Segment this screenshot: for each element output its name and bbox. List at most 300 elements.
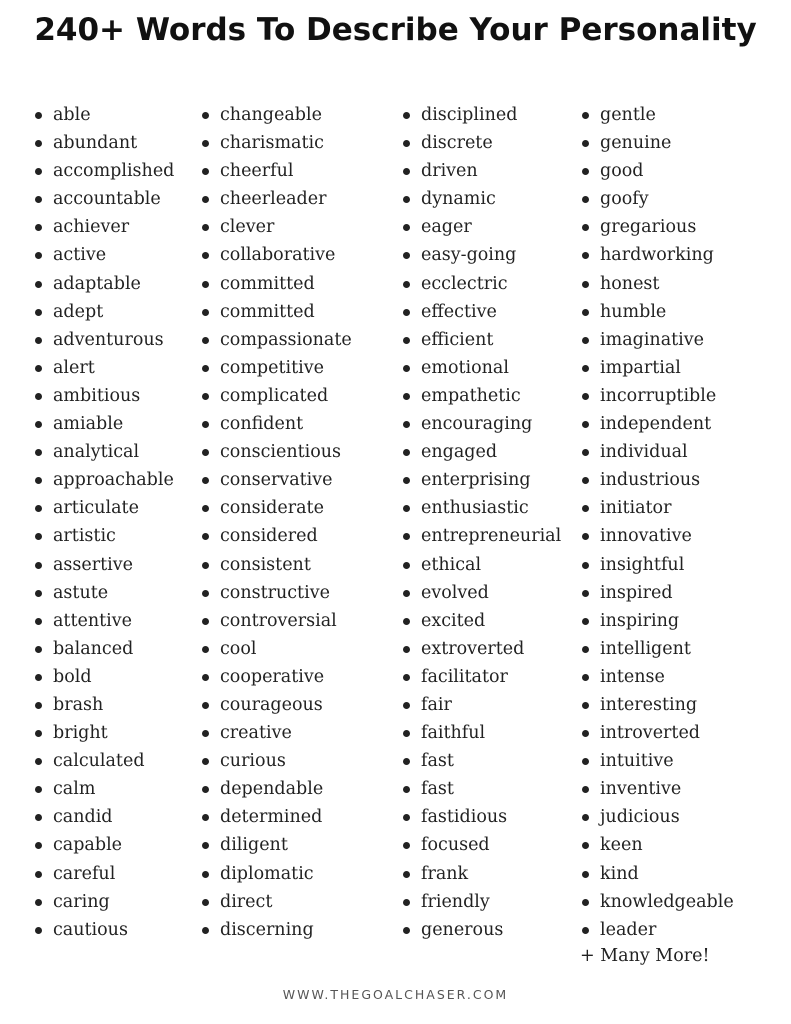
list-item [600,438,734,466]
word-text: articulate [53,498,139,519]
many-more-note: + Many More! [580,946,710,966]
word-text: committed [220,301,315,322]
word-text: analytical [53,442,140,463]
bullet-icon [403,871,410,878]
bullet-icon [403,562,410,569]
word-text: introverted [600,723,701,744]
list-item [600,410,734,438]
list-item [600,270,734,298]
bullet-icon [35,281,42,288]
bullet-icon [403,927,410,934]
bullet-icon [35,252,42,259]
word-text: creative [220,723,292,744]
list-item [220,719,352,747]
list-item [220,607,352,635]
word-text: determined [220,807,323,828]
list-item [421,129,561,157]
list-item [220,888,352,916]
list-item [220,494,352,522]
list-item [421,410,561,438]
word-text: discrete [421,133,493,154]
bullet-icon [582,140,589,147]
word-text: cheerleader [220,189,327,210]
word-column-1 [53,101,174,944]
list-item [220,185,352,213]
bullet-icon [202,252,209,259]
word-text: intense [600,666,665,687]
bullet-icon [403,449,410,456]
list-item [421,354,561,382]
bullet-icon [202,477,209,484]
list-item [220,382,352,410]
word-text: fast [421,751,454,772]
list-item [600,213,734,241]
word-text: impartial [600,357,681,378]
word-text: interesting [600,694,698,715]
word-text: eager [421,217,472,238]
list-item [53,382,174,410]
word-text: excited [421,610,486,631]
list-item [220,551,352,579]
list-item [600,719,734,747]
bullet-icon [582,477,589,484]
list-item [220,663,352,691]
list-item [421,579,561,607]
list-item [53,213,174,241]
bullet-icon [202,224,209,231]
list-item [600,382,734,410]
word-text: friendly [421,891,490,912]
word-text: faithful [421,723,486,744]
list-item [421,382,561,410]
word-text: approachable [53,470,174,491]
list-item [600,157,734,185]
bullet-icon [202,309,209,316]
list-item [53,551,174,579]
list-item [421,298,561,326]
word-text: incorruptible [600,385,717,406]
word-text: good [600,161,644,182]
word-text: engaged [421,442,498,463]
bullet-icon [35,702,42,709]
list-item [600,466,734,494]
word-text: conservative [220,470,333,491]
word-text: clever [220,217,275,238]
list-item [421,466,561,494]
word-text: brash [53,694,104,715]
bullet-icon [582,899,589,906]
list-item [600,185,734,213]
word-text: facilitator [421,666,508,687]
word-text: capable [53,835,123,856]
list-item [421,213,561,241]
bullet-icon [202,365,209,372]
list-item [421,494,561,522]
word-text: generous [421,919,504,940]
bullet-icon [582,281,589,288]
bullet-icon [582,224,589,231]
bullet-icon [202,842,209,849]
word-text: accomplished [53,161,175,182]
list-item [53,719,174,747]
word-text: goofy [600,189,649,210]
bullet-icon [582,618,589,625]
bullet-icon [35,871,42,878]
list-item [220,270,352,298]
list-item [220,831,352,859]
list-item [53,410,174,438]
word-text: entrepreneurial [421,526,562,547]
word-text: empathetic [421,385,521,406]
bullet-icon [202,533,209,540]
list-item [220,326,352,354]
list-item [421,663,561,691]
list-item [220,157,352,185]
list-item [53,494,174,522]
list-item [421,522,561,550]
list-item [421,831,561,859]
bullet-icon [403,590,410,597]
list-item [53,607,174,635]
bullet-icon [403,646,410,653]
bullet-icon [403,505,410,512]
word-text: initiator [600,498,672,519]
word-text: charismatic [220,133,324,154]
bullet-icon [35,730,42,737]
word-text: extroverted [421,638,525,659]
bullet-icon [582,168,589,175]
bullet-icon [403,899,410,906]
list-item [220,775,352,803]
bullet-icon [582,309,589,316]
word-text: fast [421,779,454,800]
list-item [53,270,174,298]
list-item [600,831,734,859]
bullet-icon [202,505,209,512]
list-item [600,607,734,635]
word-text: emotional [421,357,509,378]
list-item [600,663,734,691]
list-item [220,101,352,129]
word-text: dependable [220,779,324,800]
word-text: frank [421,863,469,884]
page-title: 240+ Words To Describe Your Personality [34,12,757,48]
list-item [600,860,734,888]
list-item [220,916,352,944]
bullet-icon [202,702,209,709]
word-text: careful [53,863,116,884]
bullet-icon [35,590,42,597]
word-text: judicious [600,807,680,828]
bullet-icon [35,562,42,569]
word-text: achiever [53,217,130,238]
word-text: conscientious [220,442,342,463]
bullet-icon [202,590,209,597]
list-item [53,916,174,944]
word-text: enterprising [421,470,531,491]
list-item [53,691,174,719]
bullet-icon [202,168,209,175]
bullet-icon [35,786,42,793]
word-text: genuine [600,133,672,154]
bullet-icon [35,674,42,681]
list-item [53,157,174,185]
bullet-icon [35,112,42,119]
bullet-icon [403,730,410,737]
list-item [600,747,734,775]
list-item [421,438,561,466]
bullet-icon [582,927,589,934]
bullet-icon [582,337,589,344]
list-item [53,438,174,466]
list-item [421,551,561,579]
list-item [600,579,734,607]
bullet-icon [403,758,410,765]
word-text: individual [600,442,688,463]
word-text: disciplined [421,105,518,125]
word-text: discerning [220,919,314,940]
word-text: fastidious [421,807,508,828]
list-item [53,185,174,213]
list-item [421,607,561,635]
bullet-icon [403,196,410,203]
bullet-icon [35,477,42,484]
word-text: imaginative [600,329,705,350]
bullet-icon [403,224,410,231]
word-text: fair [421,694,452,715]
list-item [220,438,352,466]
word-text: complicated [220,385,329,406]
word-text: competitive [220,357,324,378]
word-text: caring [53,891,110,912]
word-text: direct [220,891,273,912]
word-text: ethical [421,554,482,575]
list-item [421,916,561,944]
bullet-icon [582,562,589,569]
list-item [600,803,734,831]
word-text: calm [53,779,96,800]
bullet-icon [202,140,209,147]
list-item [421,326,561,354]
bullet-icon [582,758,589,765]
bullet-icon [582,505,589,512]
list-item [421,888,561,916]
bullet-icon [35,899,42,906]
word-text: candid [53,807,113,828]
bullet-icon [35,505,42,512]
list-item [421,101,561,129]
word-text: balanced [53,638,134,659]
bullet-icon [35,533,42,540]
bullet-icon [35,618,42,625]
word-text: collaborative [220,245,336,266]
word-text: inspired [600,582,673,603]
bullet-icon [202,899,209,906]
bullet-icon [403,618,410,625]
list-item [421,803,561,831]
word-text: considered [220,526,318,547]
bullet-icon [582,842,589,849]
list-item [600,888,734,916]
word-text: innovative [600,526,692,547]
word-text: encouraging [421,414,533,435]
list-item [53,101,174,129]
bullet-icon [403,309,410,316]
list-item [53,747,174,775]
word-text: artistic [53,526,116,547]
list-item [421,719,561,747]
bullet-icon [202,871,209,878]
word-text: accountable [53,189,161,210]
word-text: able [53,105,91,125]
bullet-icon [35,224,42,231]
list-item [220,466,352,494]
list-item [220,635,352,663]
list-item [53,241,174,269]
bullet-icon [403,337,410,344]
list-item [421,635,561,663]
bullet-icon [582,871,589,878]
word-text: gregarious [600,217,697,238]
word-text: evolved [421,582,489,603]
word-text: easy-going [421,245,517,266]
list-item [220,522,352,550]
bullet-icon [403,533,410,540]
word-text: alert [53,357,95,378]
list-item [600,494,734,522]
word-text: consistent [220,554,311,575]
bullet-icon [202,618,209,625]
list-item [220,691,352,719]
word-text: adaptable [53,273,141,294]
list-item [600,551,734,579]
word-text: assertive [53,554,133,575]
bullet-icon [202,281,209,288]
word-text: kind [600,863,639,884]
bullet-icon [202,562,209,569]
word-text: humble [600,301,667,322]
list-item [421,185,561,213]
list-item [53,298,174,326]
bullet-icon [403,112,410,119]
list-item [53,831,174,859]
bullet-icon [35,168,42,175]
bullet-icon [582,702,589,709]
word-text: effective [421,301,497,322]
word-text: intuitive [600,751,674,772]
word-text: cautious [53,919,128,940]
list-item [53,635,174,663]
list-item [220,579,352,607]
bullet-icon [202,112,209,119]
list-item [421,157,561,185]
word-text: focused [421,835,490,856]
bullet-icon [35,140,42,147]
word-text: adept [53,301,104,322]
list-item [600,522,734,550]
list-item [600,775,734,803]
word-text: amiable [53,414,124,435]
bullet-icon [582,252,589,259]
bullet-icon [35,365,42,372]
bullet-icon [582,421,589,428]
word-text: efficient [421,329,494,350]
bullet-icon [582,112,589,119]
list-item [220,747,352,775]
bullet-icon [202,421,209,428]
word-text: compassionate [220,329,352,350]
list-item [53,354,174,382]
bullet-icon [582,196,589,203]
word-text: inventive [600,779,682,800]
bullet-icon [582,674,589,681]
word-text: attentive [53,610,132,631]
word-text: active [53,245,107,266]
bullet-icon [202,758,209,765]
list-item [421,691,561,719]
bullet-icon [202,337,209,344]
list-item [220,298,352,326]
bullet-icon [35,814,42,821]
bullet-icon [403,365,410,372]
list-item [220,803,352,831]
bullet-icon [35,758,42,765]
word-text: dynamic [421,189,496,210]
word-text: inspiring [600,610,680,631]
bullet-icon [403,702,410,709]
word-text: cool [220,638,257,659]
bullet-icon [582,730,589,737]
word-text: cheerful [220,161,294,182]
list-item [421,241,561,269]
bullet-icon [582,393,589,400]
footer-website: WWW.THEGOALCHASER.COM [282,987,509,1002]
bullet-icon [582,590,589,597]
list-item [220,860,352,888]
list-item [600,354,734,382]
bullet-icon [202,449,209,456]
bullet-icon [202,674,209,681]
bullet-icon [403,281,410,288]
list-item [600,101,734,129]
list-item [53,129,174,157]
bullet-icon [403,168,410,175]
bullet-icon [202,786,209,793]
bullet-icon [403,252,410,259]
word-text: enthusiastic [421,498,529,519]
bullet-icon [403,674,410,681]
list-item [421,747,561,775]
word-text: industrious [600,470,701,491]
bullet-icon [403,786,410,793]
word-column-2 [220,101,352,944]
bullet-icon [35,337,42,344]
bullet-icon [202,730,209,737]
word-text: confident [220,414,304,435]
word-text: committed [220,273,315,294]
word-text: considerate [220,498,324,519]
bullet-icon [202,196,209,203]
word-text: independent [600,414,712,435]
list-item [421,270,561,298]
list-item [421,860,561,888]
bullet-icon [202,927,209,934]
word-text: calculated [53,751,145,772]
list-item [600,298,734,326]
list-item [53,579,174,607]
word-text: keen [600,835,643,856]
bullet-icon [403,421,410,428]
